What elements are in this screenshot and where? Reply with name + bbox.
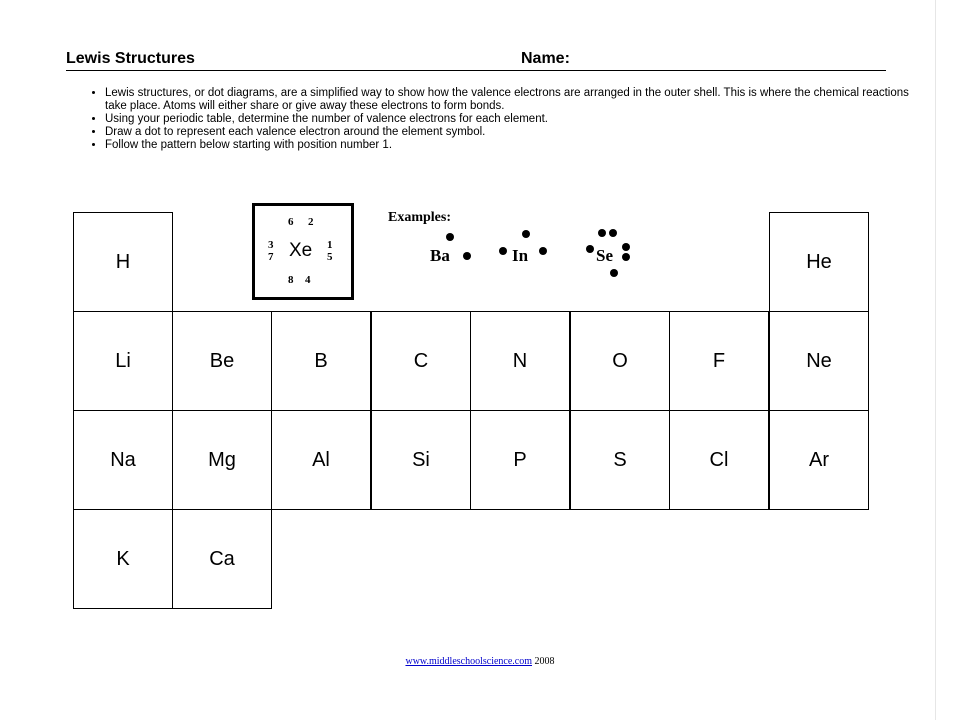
electron-dot [586,245,594,253]
element-cell-ca: Ca [172,509,272,609]
examples-label: Examples: [388,210,451,225]
instruction-item: • Using your periodic table, determine the number of valence electrons for each element. [105,113,920,126]
instructions-list [87,87,920,152]
instruction-item: • Draw a dot to represent each valence electron around the element symbol. [105,126,920,139]
electron-dot [622,253,630,261]
example-symbol-in: In [512,246,529,265]
position-number: 1 [327,239,333,251]
electron-dot [622,243,630,251]
electron-dot [499,247,507,255]
element-cell-k: K [73,509,173,609]
element-cell-f: F [669,311,769,411]
element-cell-na: Na [73,410,173,510]
electron-dot [598,229,606,237]
position-number: 2 [308,216,314,228]
footer-year: 2008 [534,656,555,667]
name-field-label: Name: [521,50,570,67]
example-symbol-ba: Ba [430,246,450,265]
element-cell-h: H [73,212,173,312]
position-number: 4 [305,274,311,286]
element-cell-he: He [769,212,869,312]
electron-dot [539,247,547,255]
element-cell-si: Si [371,410,471,510]
element-cell-c: C [371,311,471,411]
worksheet-title: Lewis Structures [66,50,195,67]
position-number: 5 [327,251,333,263]
element-cell-mg: Mg [172,410,272,510]
electron-dot [609,229,617,237]
source-link[interactable]: www.middleschoolscience.com [405,656,533,667]
electron-dot [522,230,530,238]
element-cell-ar: Ar [769,410,869,510]
position-number: 3 [268,239,274,251]
pattern-element-symbol: Xe [289,240,313,261]
element-cell-cl: Cl [669,410,769,510]
electron-dot [446,233,454,241]
element-cell-o: O [570,311,670,411]
electron-dot [463,252,471,260]
instruction-item: • Lewis structures, or dot diagrams, are a simplified way to show how the valence electrons are arranged in the outer shell. This is where the chemical reactions take place. Atoms will either share or give away these electrons to form bonds. [105,87,920,113]
element-cell-p: P [470,410,570,510]
footer [0,656,960,667]
dot-pattern-box [252,203,354,300]
element-cell-n: N [470,311,570,411]
position-number: 7 [268,251,274,263]
element-cell-li: Li [73,311,173,411]
element-cell-be: Be [172,311,272,411]
worksheet-header [66,50,886,71]
electron-dot [610,269,618,277]
element-cell-al: Al [271,410,371,510]
position-number: 8 [288,274,294,286]
page-edge-line [935,0,936,720]
position-number: 6 [288,216,294,228]
element-cell-ne: Ne [769,311,869,411]
element-cell-b: B [271,311,371,411]
example-symbol-se: Se [596,246,613,265]
instruction-item: • Follow the pattern below starting with position number 1. [105,139,920,152]
element-cell-s: S [570,410,670,510]
